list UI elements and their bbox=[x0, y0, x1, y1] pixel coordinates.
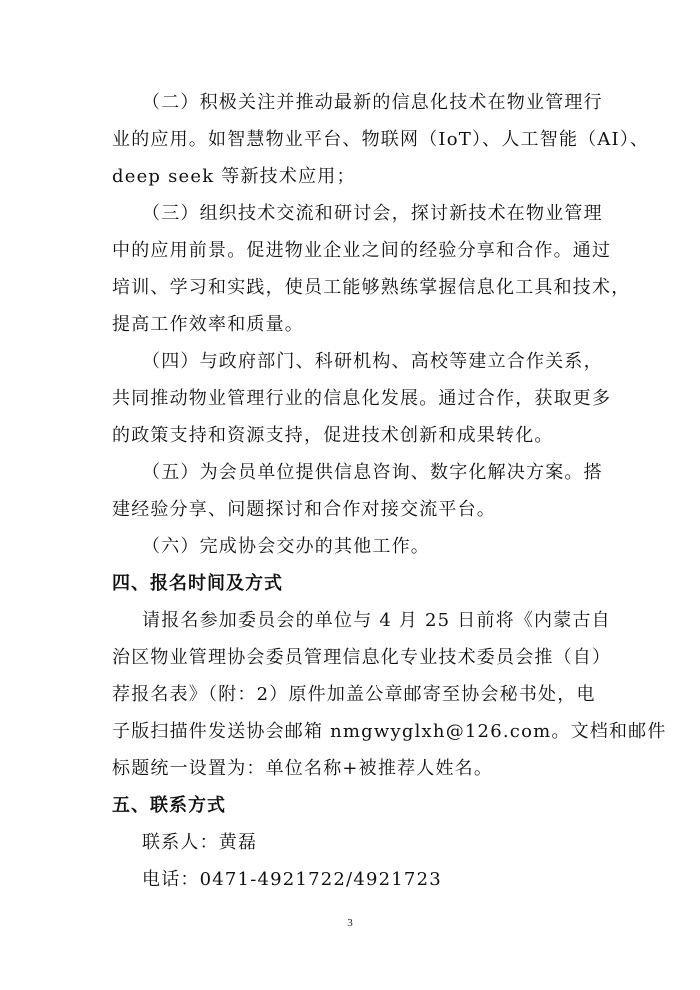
paragraph-5-line-2: 建经验分享、问题探讨和合作对接交流平台。 bbox=[112, 499, 496, 520]
paragraph-3-line-1: （三）组织技术交流和研讨会，探讨新技术在物业管理 bbox=[142, 203, 603, 224]
paragraph-4-line-2: 共同推动物业管理行业的信息化发展。通过合作，获取更多 bbox=[112, 388, 612, 409]
paragraph-2-line-3: deep seek 等新技术应用； bbox=[112, 166, 356, 187]
paragraph-3-line-3: 培训、学习和实践，使员工能够熟练掌握信息化工具和技术， bbox=[112, 277, 631, 298]
paragraph-2-line-2: 业的应用。如智慧物业平台、物联网（IoT）、人工智能（AI）、 bbox=[112, 129, 650, 150]
contact-phone: 电话：0471-4921722/4921723 bbox=[142, 869, 442, 890]
paragraph-4-line-1: （四）与政府部门、科研机构、高校等建立合作关系， bbox=[142, 351, 603, 372]
registration-line-4: 子版扫描件发送协会邮箱 nmgwyglxh@126.com。文档和邮件 bbox=[112, 721, 667, 742]
paragraph-2-line-1: （二）积极关注并推动最新的信息化技术在物业管理行 bbox=[142, 92, 603, 113]
paragraph-6-line-1: （六）完成协会交办的其他工作。 bbox=[142, 536, 430, 557]
contact-person: 联系人：黄磊 bbox=[142, 832, 258, 853]
paragraph-5-line-1: （五）为会员单位提供信息咨询、数字化解决方案。搭 bbox=[142, 462, 603, 483]
paragraph-4-line-3: 的政策支持和资源支持，促进技术创新和成果转化。 bbox=[112, 425, 554, 446]
body-text bbox=[112, 84, 667, 898]
paragraph-3-line-2: 中的应用前景。促进物业企业之间的经验分享和合作。通过 bbox=[112, 240, 612, 261]
registration-line-5: 标题统一设置为：单位名称+被推荐人姓名。 bbox=[112, 758, 494, 779]
section-heading-registration: 四、报名时间及方式 bbox=[112, 573, 283, 594]
paragraph-3-line-4: 提高工作效率和质量。 bbox=[112, 314, 304, 335]
page-number: 3 bbox=[347, 917, 353, 929]
registration-line-1: 请报名参加委员会的单位与 4 月 25 日前将《内蒙古自 bbox=[142, 610, 611, 631]
registration-line-3: 荐报名表》（附：2）原件加盖公章邮寄至协会秘书处，电 bbox=[112, 684, 596, 705]
registration-line-2: 治区物业管理协会委员管理信息化专业技术委员会推（自） bbox=[112, 647, 612, 668]
section-heading-contact: 五、联系方式 bbox=[112, 795, 226, 816]
